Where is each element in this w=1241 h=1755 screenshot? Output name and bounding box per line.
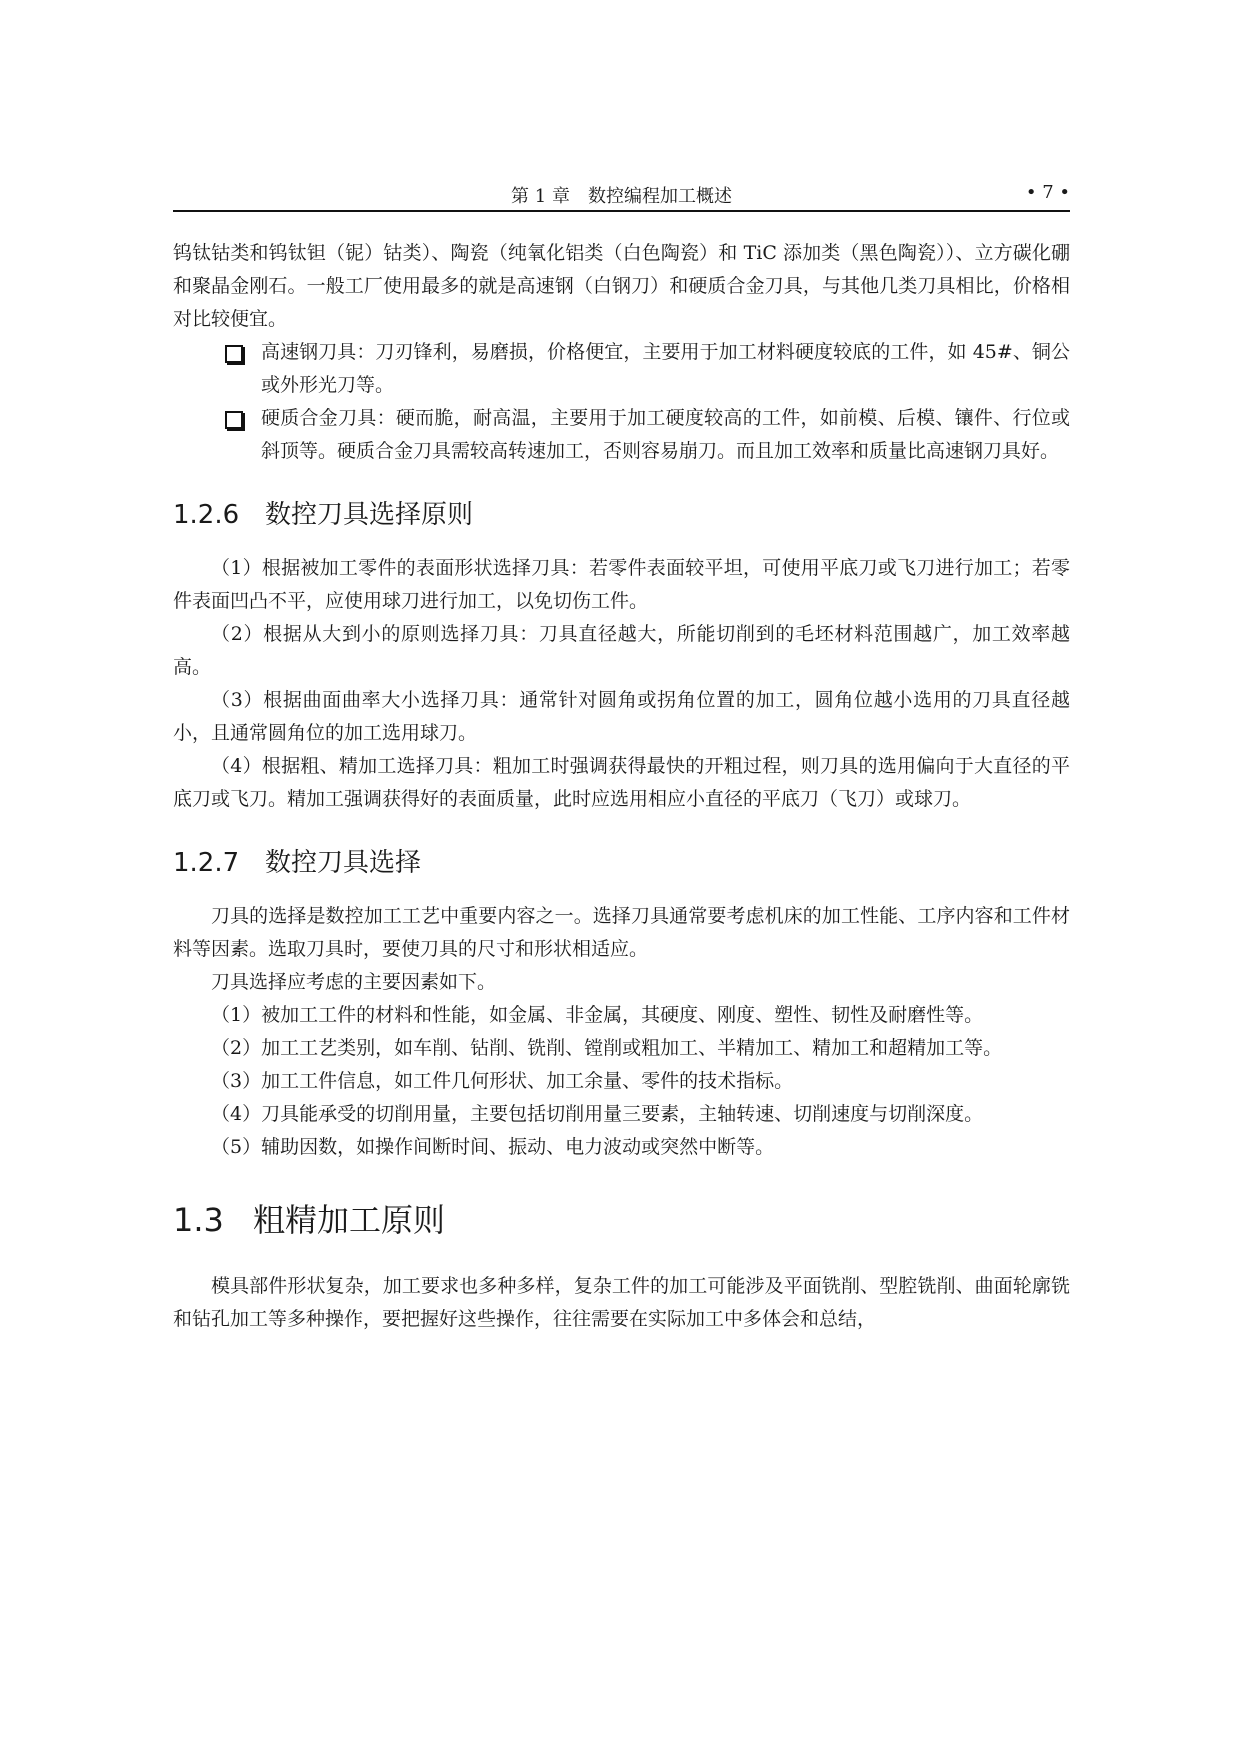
paragraph: （3）根据曲面曲率大小选择刀具：通常针对圆角或拐角位置的加工，圆角位越小选用的刀具直径越小，且通常圆角位的加工选用球刀。 [173,689,1070,744]
section-title: 数控刀具选择原则 [265,500,474,530]
section-title: 数控刀具选择 [265,848,422,878]
section-heading-1-3 [173,1200,1070,1240]
paragraph: （5）辅助因数，如操作间断时间、振动、电力波动或突然中断等。 [211,1136,775,1158]
list-item [173,336,1070,402]
section-number: 1.2.7 [173,848,240,878]
section-number: 1.2.6 [173,500,240,530]
tool-type-list [173,336,1070,468]
section-title: 粗精加工原则 [253,1201,446,1239]
paragraph: （4）刀具能承受的切削用量，主要包括切削用量三要素，主轴转速、切削速度与切削深度。 [211,1103,984,1125]
paragraph: （4）根据粗、精加工选择刀具：粗加工时强调获得最快的开粗过程，则刀具的选用偏向于大直径的平底刀或飞刀。精加工强调获得好的表面质量，此时应选用相应小直径的平底刀（飞刀）或球刀。 [173,755,1070,810]
running-header [173,180,1070,212]
list-item-text: 高速钢刀具：刀刃锋利，易磨损，价格便宜，主要用于加工材料硬度较底的工件，如 45#、铜公或外形光刀等。 [261,341,1070,396]
paragraph: （2）根据从大到小的原则选择刀具：刀具直径越大，所能切削到的毛坯材料范围越广，加工效率越高。 [173,623,1070,678]
section-heading-1-2-6 [173,498,1070,532]
checkbox-bullet-icon [225,345,243,363]
section-heading-1-2-7 [173,846,1070,880]
paragraph: 刀具选择应考虑的主要因素如下。 [211,971,497,993]
section-number: 1.3 [173,1201,224,1239]
list-item [173,402,1070,468]
paragraph: 模具部件形状复杂，加工要求也多种多样，复杂工件的加工可能涉及平面铣削、型腔铣削、曲面轮廓铣和钻孔加工等多种操作，要把握好这些操作，往往需要在实际加工中多体会和总结， [173,1275,1070,1330]
book-page [173,0,1070,1755]
list-item-text: 硬质合金刀具：硬而脆，耐高温，主要用于加工硬度较高的工件，如前模、后模、镶件、行位或斜顶等。硬质合金刀具需较高转速加工，否则容易崩刀。而且加工效率和质量比高速钢刀具好。 [261,407,1070,462]
paragraph: （1）被加工工件的材料和性能，如金属、非金属，其硬度、刚度、塑性、韧性及耐磨性等。 [211,1004,984,1026]
page-number: • 7 • [1025,182,1070,203]
paragraph: （3）加工工件信息，如工件几何形状、加工余量、零件的技术指标。 [211,1070,794,1092]
intro-paragraph: 钨钛钴类和钨钛钽（铌）钴类）、陶瓷（纯氧化铝类（白色陶瓷）和 TiC 添加类（黑色陶瓷））、立方碳化硼和聚晶金刚石。一般工厂使用最多的就是高速钢（白钢刀）和硬质合金刀具，与其他几类刀具相比，价格相对比较便宜。 [173,242,1070,330]
checkbox-bullet-icon [225,411,243,429]
page-body [173,237,1070,1336]
paragraph: （1）根据被加工零件的表面形状选择刀具：若零件表面较平坦，可使用平底刀或飞刀进行加工；若零件表面凹凸不平，应使用球刀进行加工，以免切伤工件。 [173,557,1070,612]
paragraph: 刀具的选择是数控加工工艺中重要内容之一。选择刀具通常要考虑机床的加工性能、工序内容和工件材料等因素。选取刀具时，要使刀具的尺寸和形状相适应。 [173,905,1070,960]
chapter-title: 第 1 章 数控编程加工概述 [511,186,732,207]
paragraph: （2）加工工艺类别，如车削、钻削、铣削、镗削或粗加工、半精加工、精加工和超精加工等。 [211,1037,1003,1059]
